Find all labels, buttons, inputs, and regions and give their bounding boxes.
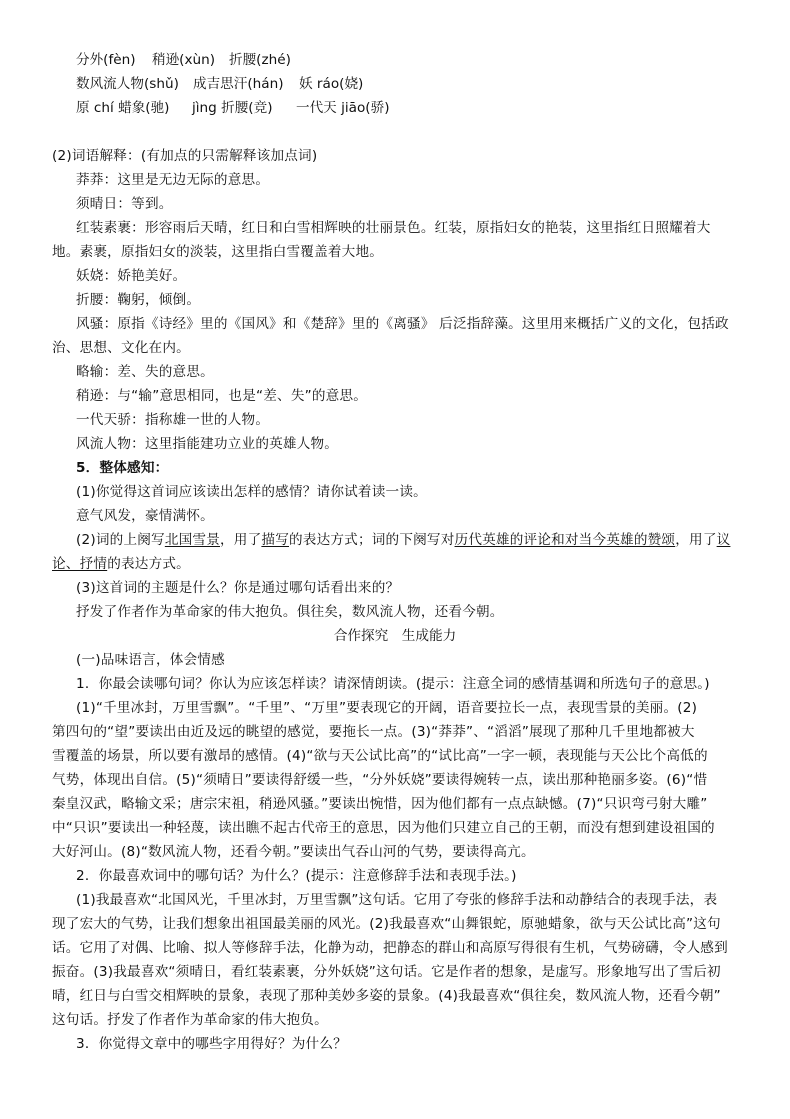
question: (1)你觉得这首词应该读出怎样的感情？请你试着读一读。 bbox=[76, 484, 427, 500]
answer-line: 振奋。(3)我最喜欢“须晴日，看红装素裹，分外妖娆”这句话。它是作者的想象，是虚写。形象地写出了雪后初 bbox=[52, 964, 721, 980]
question-with-blanks bbox=[76, 532, 730, 549]
text: 的表达方式；词的下阕写对 bbox=[289, 532, 455, 548]
vocab-entry: 妖娆：娇艳美好。 bbox=[76, 268, 187, 284]
part-heading: (一)品味语言，体会情感 bbox=[76, 652, 225, 668]
pinyin-item: 数风流人物(shǔ) bbox=[76, 76, 179, 92]
question: (3)这首词的主题是什么？你是通过哪句话看出来的？ bbox=[76, 580, 400, 596]
answer: 抒发了作者作为革命家的伟大抱负。俱往矣，数风流人物，还看今朝。 bbox=[76, 604, 504, 620]
vocab-entry: 一代天骄：指称雄一世的人物。 bbox=[76, 412, 270, 428]
answer-line: 话。它用了对偶、比喻、拟人等修辞手法，化静为动，把静态的群山和高原写得很有生机，气势磅礴，令人感到 bbox=[52, 940, 728, 956]
answer: 意气风发，豪情满怀。 bbox=[76, 508, 214, 524]
vocab-entry: 略输：差、失的意思。 bbox=[76, 364, 214, 380]
overall-heading: 5．整体感知： bbox=[76, 460, 169, 476]
answer-line: (1)我最喜欢“北国风光，千里冰封，万里雪飘”这句话。它用了夸张的修辞手法和动静结合的表现手法，表 bbox=[76, 892, 718, 908]
answer-line: 大好河山。(8)“数风流人物，还看今朝。”要读出气吞山河的气势，要读得高亢。 bbox=[52, 844, 535, 860]
text: ，用了 bbox=[220, 532, 262, 548]
text: 的表达方式。 bbox=[107, 556, 190, 572]
pinyin-item: jìng 折腰(竞) bbox=[192, 100, 273, 116]
text: ，用了 bbox=[675, 532, 717, 548]
vocab-entry: 稍逊：与“输”意思相同，也是“差、失”的意思。 bbox=[76, 388, 368, 404]
answer-line: (1)“千里冰封，万里雪飘”。“千里”、“万里”要表现它的开阔，语音要拉长一点，表现雪景的美丽。(2) bbox=[76, 700, 698, 716]
pinyin-item: 妖 ráo(娆) bbox=[299, 76, 364, 92]
vocab-entry: 莽莽：这里是无边无际的意思。 bbox=[76, 172, 270, 188]
pinyin-item: 分外(fèn) bbox=[76, 52, 136, 68]
question: 1．你最会读哪句词？你认为应该怎样读？请深情朗读。(提示：注意全词的感情基调和所选句子的意思。) bbox=[76, 676, 710, 692]
text: (2)词的上阕写 bbox=[76, 532, 165, 548]
blank-answer: 论、抒情 bbox=[52, 556, 108, 572]
answer-line: 秦皇汉武，略输文采；唐宗宋祖，稍逊风骚。”要读出惋惜，因为他们都有一点点缺憾。(7)“只识弯弓射大雕” bbox=[52, 796, 708, 812]
vocab-entry: 折腰：鞠躬，倾倒。 bbox=[76, 292, 201, 308]
vocab-entry: 风流人物：这里指能建功立业的英雄人物。 bbox=[76, 436, 339, 452]
vocab-entry: 红装素裹：形容雨后天晴，红日和白雪相辉映的壮丽景色。红装，原指妇女的艳装，这里指红日照耀着大 bbox=[76, 220, 711, 236]
blank-answer: 描写 bbox=[261, 532, 289, 548]
question: 3．你觉得文章中的哪些字用得好？为什么？ bbox=[76, 1036, 347, 1052]
pinyin-item: 稍逊(xùn) bbox=[152, 52, 216, 68]
answer-line: 第四句的“望”要读出由近及远的眺望的感觉，要拖长一点。(3)“莽莽”、“滔滔”展现了那种几千里地都被大 bbox=[52, 724, 695, 740]
pinyin-item: 成吉思汗(hán) bbox=[193, 76, 284, 92]
question: 2．你最喜欢词中的哪句话？为什么？(提示：注意修辞手法和表现手法。) bbox=[76, 868, 517, 884]
vocab-entry-cont: 地。素裹，原指妇女的淡装，这里指白雪覆盖着大地。 bbox=[52, 244, 384, 260]
pinyin-item: 一代天 jiāo(骄) bbox=[296, 100, 390, 116]
blank-answer: 历代英雄的评论和对当今英雄的赞颂 bbox=[454, 532, 676, 548]
blank-answer: 北国雪景 bbox=[164, 532, 221, 548]
vocab-entry-cont: 治、思想、文化在内。 bbox=[52, 340, 190, 356]
vocab-entry: 风骚：原指《诗经》里的《国风》和《楚辞》里的《离骚》 后泛指辞藻。这里用来概括广义的文化，包括政 bbox=[76, 316, 729, 332]
vocab-entry: 须晴日：等到。 bbox=[76, 196, 173, 212]
answer-line: 气势，体现出自信。(5)“须晴日”要读得舒缓一些，“分外妖娆”要读得婉转一点，读出那种艳丽多姿。(6)“惜 bbox=[52, 772, 708, 788]
vocab-heading: (2)词语解释：(有加点的只需解释该加点词) bbox=[52, 148, 318, 164]
blank-answer: 议 bbox=[716, 532, 731, 548]
pinyin-item: 折腰(zhé) bbox=[229, 52, 291, 68]
answer-line: 雪覆盖的场景，所以要有激昂的感情。(4)“欲与天公试比高”的“试比高”一字一顿，表现能与天公比个高低的 bbox=[52, 748, 708, 764]
answer-line: 现了宏大的气势，让我们想象出祖国最美丽的风光。(2)我最喜欢“山舞银蛇，原驰蜡象，欲与天公试比高”这句 bbox=[52, 916, 721, 932]
answer-line: 晴，红日与白雪交相辉映的景象，表现了那种美妙多姿的景象。(4)我最喜欢“俱往矣，数风流人物，还看今朝” bbox=[52, 988, 721, 1004]
section-title: 合作探究 生成能力 bbox=[333, 628, 457, 644]
answer-line: 这句话。抒发了作者作为革命家的伟大抱负。 bbox=[52, 1012, 328, 1028]
question-with-blanks-cont bbox=[52, 556, 190, 573]
pinyin-item: 原 chí 蜡象(驰) bbox=[76, 100, 170, 116]
answer-line: 中“只识”要读出一种轻蔑，读出瞧不起古代帝王的意思，因为他们只建立自己的王朝，而没有想到建设祖国的 bbox=[52, 820, 715, 836]
